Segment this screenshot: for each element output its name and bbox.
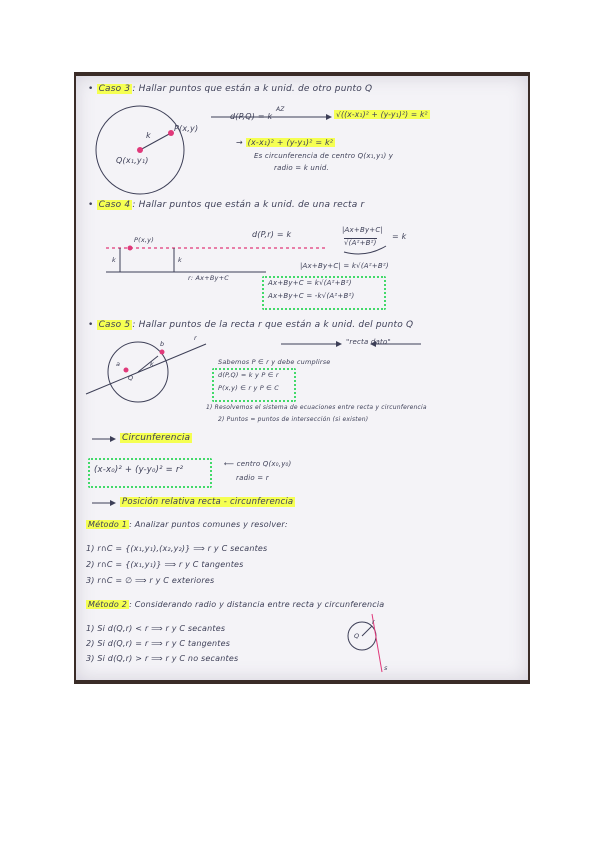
case4-abs-line: |Ax+By+C| = k√(A²+B²) (300, 262, 389, 270)
pos-title: Posición relativa recta - circunferencia (122, 497, 294, 507)
case5-title: Caso 5 (98, 320, 131, 330)
document-photo (74, 72, 530, 684)
case5-a-label: a (116, 360, 121, 368)
case3-heading: • Caso 3 : Hallar puntos que están a k unid. de otro punto Q (88, 84, 373, 94)
case5-line (86, 344, 206, 394)
case3-title: Caso 3 (98, 84, 131, 94)
pos-m1-item3: 3) r∩C = ∅ ⟹ r y C exteriores (86, 576, 215, 585)
pos-m2-item2: 2) Si d(Q,r) = r ⟹ r y C tangentes (86, 639, 231, 648)
case4-k1-label: k (112, 256, 116, 264)
case4-desc: : Hallar puntos que están a k unid. de una recta r (132, 200, 365, 210)
case3-formula-left: d(P,Q) = k (230, 112, 273, 121)
case4-point-dot (128, 246, 133, 251)
case4-k2-label: k (178, 256, 182, 264)
pos-s-label: s (384, 664, 388, 672)
case3-result: → (x-x₁)² + (y-y₁)² = k² (236, 138, 334, 147)
case4-frac-num: |Ax+By+C| (342, 226, 384, 234)
case4-point-label: P(x,y) (134, 236, 154, 244)
case5-r-label: r (194, 334, 197, 342)
pos-m1-heading: Método 1 : Analizar puntos comunes y resolver: (88, 520, 288, 529)
case5-s3: P(x,y) ∈ r y P ∈ C (218, 384, 280, 392)
case5-q-label: Q (128, 374, 134, 382)
case4-r-label: r: Ax+By+C (188, 274, 229, 282)
case4-sys1: Ax+By+C = k√(A²+B²) (268, 279, 352, 287)
case4-heading: • Caso 4 : Hallar puntos que están a k unid. de una recta r (88, 200, 365, 210)
case3-arrow-label: AZ (276, 106, 285, 113)
case4-formula-k: = k (392, 232, 407, 241)
case3-formula-right: √((x-x₁)² + (y-y₁)²) = k² (336, 110, 428, 119)
case5-b-label: b (160, 340, 165, 348)
case5-s2: d(P,Q) = k y P ∈ r (218, 371, 279, 379)
case3-note1: Es circunferencia de centro Q(x₁,y₁) y (254, 152, 394, 160)
case4-title: Caso 4 (98, 200, 131, 210)
case5-s5: 2) Puntos = puntos de intersección (si existen) (218, 416, 369, 423)
case4-formula-left: d(P,r) = k (252, 230, 292, 239)
circ-center: ⟵ centro Q(x₀,y₀) (224, 460, 292, 468)
case3-center-dot (137, 147, 143, 153)
case5-s1: Sabemos P ∈ r y debe cumplirse (218, 358, 331, 366)
pos-m2-item3: 3) Si d(Q,r) > r ⟹ r y C no secantes (86, 654, 239, 663)
notes-sheet (76, 76, 528, 680)
case5-heading: • Caso 5 : Hallar puntos de la recta r que están a k unid. del punto Q (88, 320, 414, 330)
case4-frac-den: √(A²+B²) (344, 239, 377, 247)
pos-m1-item1: 1) r∩C = {(x₁,y₁),(x₂,y₂)} ⟹ r y C secantes (86, 544, 268, 553)
case4-sys2: Ax+By+C = -k√(A²+B²) (268, 292, 355, 300)
case5-s4: 1) Resolvemos el sistema de ecuaciones entre recta y circunferencia (206, 404, 427, 411)
case3-point-label: P(x,y) (174, 124, 199, 133)
circ-radius: radio = r (236, 474, 269, 482)
case3-center-label: Q(x₁,y₁) (116, 156, 149, 165)
case3-note2: radio = k unid. (274, 164, 329, 172)
case3-radius (140, 133, 171, 150)
case5-desc: : Hallar puntos de la recta r que están a k unid. del punto Q (132, 320, 414, 330)
case3-k-label: k (146, 131, 151, 140)
circ-eq: (x-x₀)² + (y-y₀)² = r² (94, 465, 184, 475)
pos-q-label: Q (354, 632, 360, 640)
pos-m2-item1: 1) Si d(Q,r) < r ⟹ r y C secantes (86, 624, 226, 633)
case3-desc: : Hallar puntos que están a k unid. de otro punto Q (132, 84, 373, 94)
case5-sub: "recta dato" (346, 338, 391, 346)
pos-r-label: r (372, 618, 375, 626)
circ-title: Circunferencia (122, 433, 191, 443)
pos-m1-item2: 2) r∩C = {(x₁,y₁)} ⟹ r y C tangentes (86, 560, 244, 569)
pos-m2-heading: Método 2 : Considerando radio y distancia entre recta y circunferencia (88, 600, 385, 609)
case5-k-label: k (150, 360, 154, 368)
